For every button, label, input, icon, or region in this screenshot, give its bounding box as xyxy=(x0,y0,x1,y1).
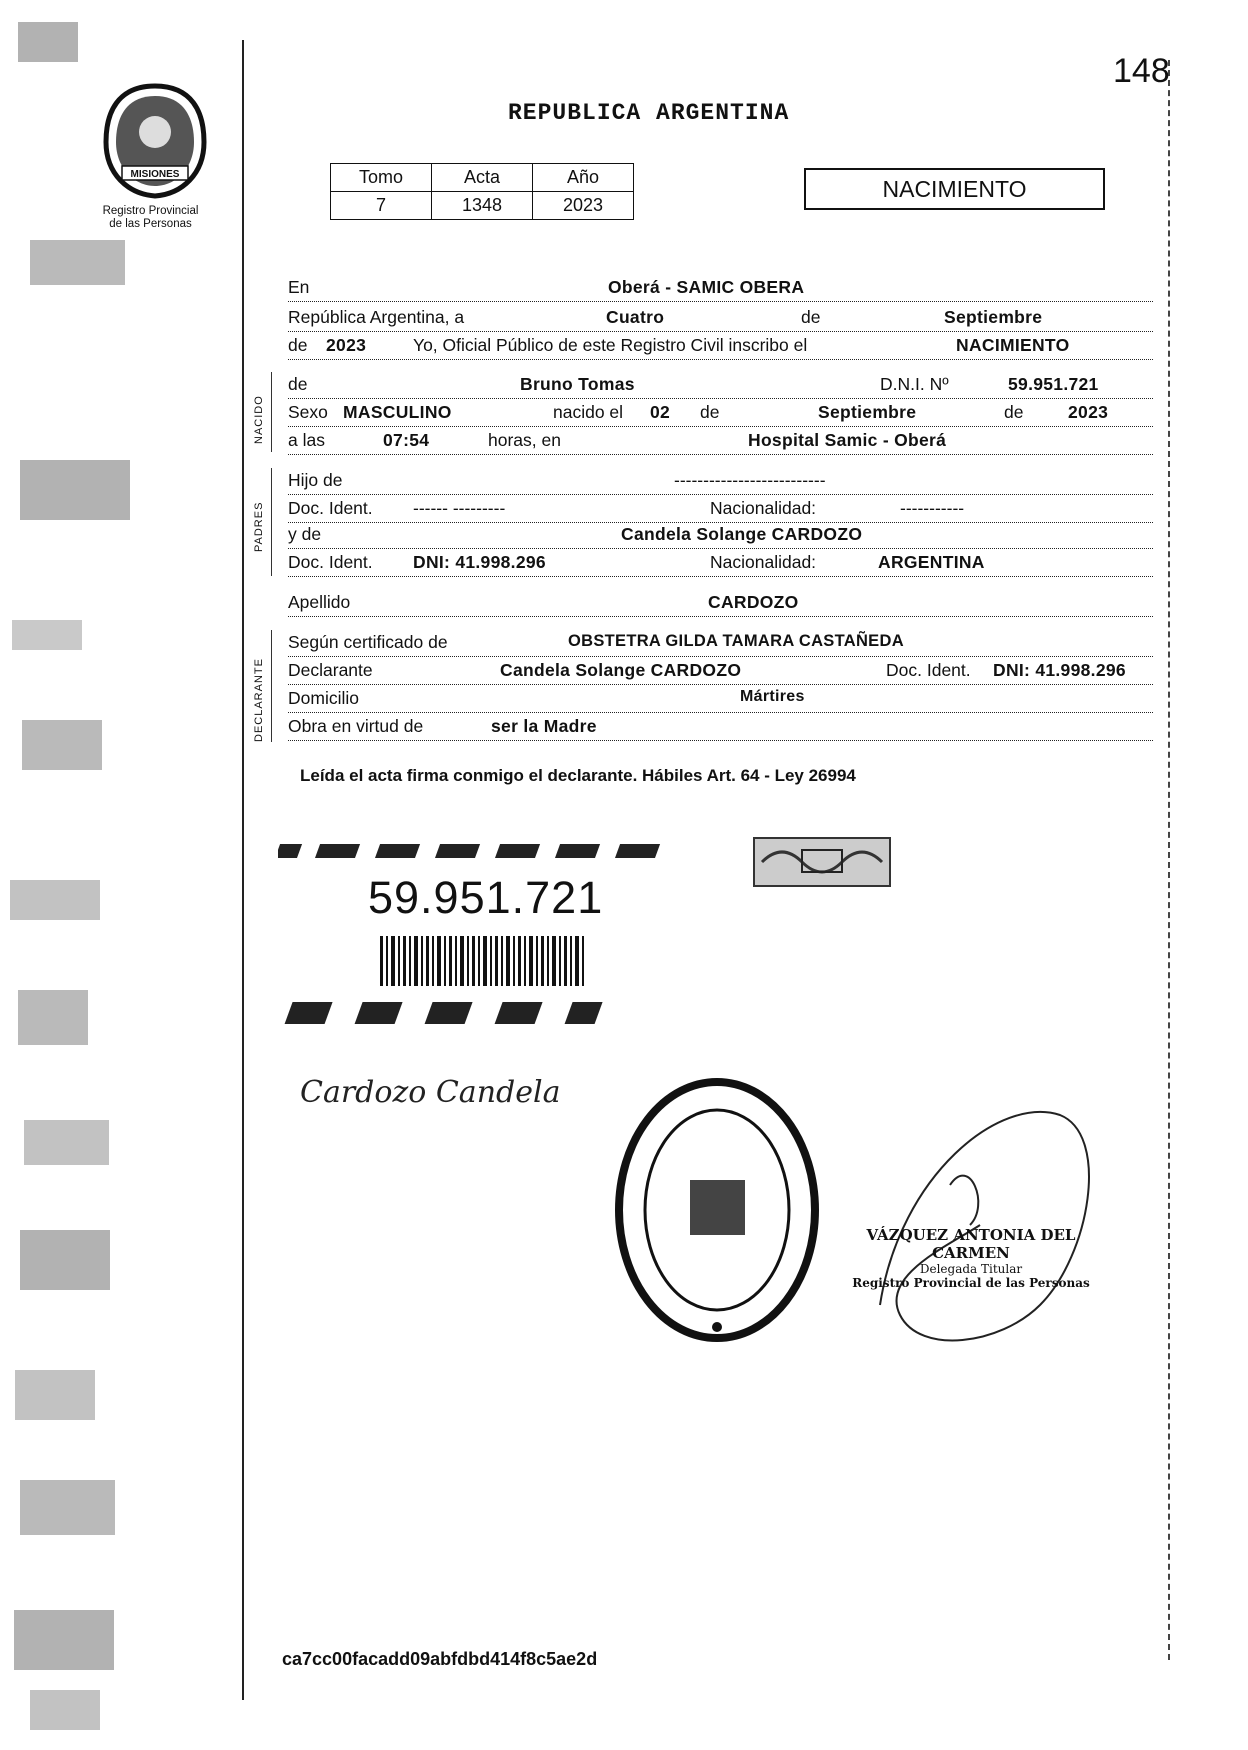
declarante-section-label: DECLARANTE xyxy=(253,658,265,742)
official-stamp xyxy=(846,1226,1096,1290)
padres-line-father-doc xyxy=(288,496,1153,523)
act-day: Cuatro xyxy=(606,307,665,327)
logo-caption xyxy=(78,205,223,231)
apellido-label: Apellido xyxy=(288,592,351,612)
register-table xyxy=(330,163,634,220)
declarante-name: Candela Solange CARDOZO xyxy=(500,660,742,680)
padres-line-mother xyxy=(288,522,1153,549)
birth-day: 02 xyxy=(650,402,671,422)
mother-nationality-label: Nacionalidad: xyxy=(710,552,817,572)
sexo-label: Sexo xyxy=(288,402,328,422)
birth-month: Septiembre xyxy=(818,402,917,422)
nacido-el-label: nacido el xyxy=(553,402,624,422)
declarant-signature: Cardozo Candela xyxy=(300,1075,561,1110)
child-name: Bruno Tomas xyxy=(520,374,635,394)
birth-time: 07:54 xyxy=(383,430,430,450)
father-nationality-label: Nacionalidad: xyxy=(710,498,817,518)
declarante-line-obra xyxy=(288,714,1153,741)
register-header-ano: Año xyxy=(533,164,634,192)
register-header-tomo: Tomo xyxy=(331,164,432,192)
mother-doc-label: Doc. Ident. xyxy=(288,552,373,572)
father-doc: ------ --------- xyxy=(413,498,506,518)
declarante-doc-label: Doc. Ident. xyxy=(886,660,971,680)
hologram-seal xyxy=(752,836,892,888)
left-margin-rule xyxy=(242,40,244,1700)
apellido-line xyxy=(288,590,1153,617)
padres-line-mother-doc xyxy=(288,550,1153,577)
declarante-section-bar xyxy=(271,630,272,742)
republica-label: República Argentina, a xyxy=(288,307,465,327)
act-line-inscription xyxy=(288,333,1153,360)
birth-place: Hospital Samic - Oberá xyxy=(748,430,947,450)
horas-label: horas, en xyxy=(488,430,561,450)
barcode-number: 59.951.721 xyxy=(368,872,604,923)
act-line-place xyxy=(288,275,1153,302)
closing-text: Leída el acta firma conmigo el declarante. Hábiles Art. 64 - Ley 26994 xyxy=(300,766,856,785)
act-month: Septiembre xyxy=(944,307,1043,327)
cert-label: Según certificado de xyxy=(288,632,448,652)
declarante-line-cert xyxy=(288,630,1153,657)
declarante-line-domicilio xyxy=(288,686,1153,713)
hijo-de-label: Hijo de xyxy=(288,470,343,490)
act-type-box: NACIMIENTO xyxy=(804,168,1105,210)
a-las-label: a las xyxy=(288,430,325,450)
padres-section-label: PADRES xyxy=(253,501,265,552)
child-sex: MASCULINO xyxy=(343,402,452,422)
birth-year: 2023 xyxy=(1068,402,1109,422)
nacido-line-name xyxy=(288,372,1153,399)
document-country-title: REPUBLICA ARGENTINA xyxy=(508,100,790,126)
father-name: -------------------------- xyxy=(674,470,826,490)
right-margin-rule xyxy=(1168,60,1171,1660)
en-label: En xyxy=(288,277,310,297)
register-value-ano: 2023 xyxy=(533,192,634,220)
nacido-line-time xyxy=(288,428,1153,455)
nacido-de-label: de xyxy=(288,374,308,394)
mother-nationality: ARGENTINA xyxy=(878,552,985,572)
birth-de-label: de xyxy=(700,402,720,422)
register-value-tomo: 7 xyxy=(331,192,432,220)
obra-label: Obra en virtud de xyxy=(288,716,424,736)
act-de-label-2: de xyxy=(288,335,308,355)
act-de-label: de xyxy=(801,307,821,327)
official-name: VÁZQUEZ ANTONIA DEL CARMEN xyxy=(866,1226,1076,1262)
security-sticker xyxy=(278,836,718,1036)
mother-doc: DNI: 41.998.296 xyxy=(413,552,546,572)
document-hash: ca7cc00facadd09abfdbd414f8c5ae2d xyxy=(282,1649,598,1669)
declarante-doc: DNI: 41.998.296 xyxy=(993,660,1126,680)
declarante-line-name xyxy=(288,658,1153,685)
mother-name: Candela Solange CARDOZO xyxy=(621,524,863,544)
y-de-label: y de xyxy=(288,524,322,544)
father-nationality: ----------- xyxy=(900,498,965,518)
act-place: Oberá - SAMIC OBERA xyxy=(608,277,805,297)
official-org: Registro Provincial de las Personas xyxy=(852,1276,1090,1290)
cert-value: OBSTETRA GILDA TAMARA CASTAÑEDA xyxy=(568,632,904,650)
register-header-acta: Acta xyxy=(432,164,533,192)
logo-caption-line1: Registro Provincial xyxy=(102,205,199,217)
official-role: Delegada Titular xyxy=(919,1262,1023,1276)
register-value-acta: 1348 xyxy=(432,192,533,220)
nacido-section-label: NACIDO xyxy=(253,395,265,444)
register-table-value-row xyxy=(331,192,634,220)
logo-caption-line2: de las Personas xyxy=(109,218,192,230)
father-doc-label: Doc. Ident. xyxy=(288,498,373,518)
nacido-line-birth xyxy=(288,400,1153,427)
oficial-text: Yo, Oficial Público de este Registro Civil inscribo el xyxy=(413,335,808,355)
page-number: 148 xyxy=(1113,52,1170,90)
official-signature-scribble xyxy=(860,1055,1110,1375)
registry-round-seal xyxy=(612,1075,822,1345)
padres-section-bar xyxy=(271,468,272,576)
act-line-date xyxy=(288,305,1153,332)
declarante-label: Declarante xyxy=(288,660,373,680)
nacido-section-bar xyxy=(271,372,272,452)
dni-label: D.N.I. Nº xyxy=(880,374,949,394)
child-dni: 59.951.721 xyxy=(1008,374,1099,394)
inscribed-type: NACIMIENTO xyxy=(956,335,1070,355)
misiones-coat-of-arms-logo xyxy=(100,82,210,200)
birth-de-label-2: de xyxy=(1004,402,1024,422)
logo-lettering: MISIONES xyxy=(130,169,180,180)
domicilio-label: Domicilio xyxy=(288,688,359,708)
domicilio-value: Mártires xyxy=(740,688,805,705)
register-table-header-row xyxy=(331,164,634,192)
padres-line-father xyxy=(288,468,1153,495)
apellido-value: CARDOZO xyxy=(708,592,799,612)
obra-value: ser la Madre xyxy=(491,716,597,736)
act-year: 2023 xyxy=(326,335,367,355)
